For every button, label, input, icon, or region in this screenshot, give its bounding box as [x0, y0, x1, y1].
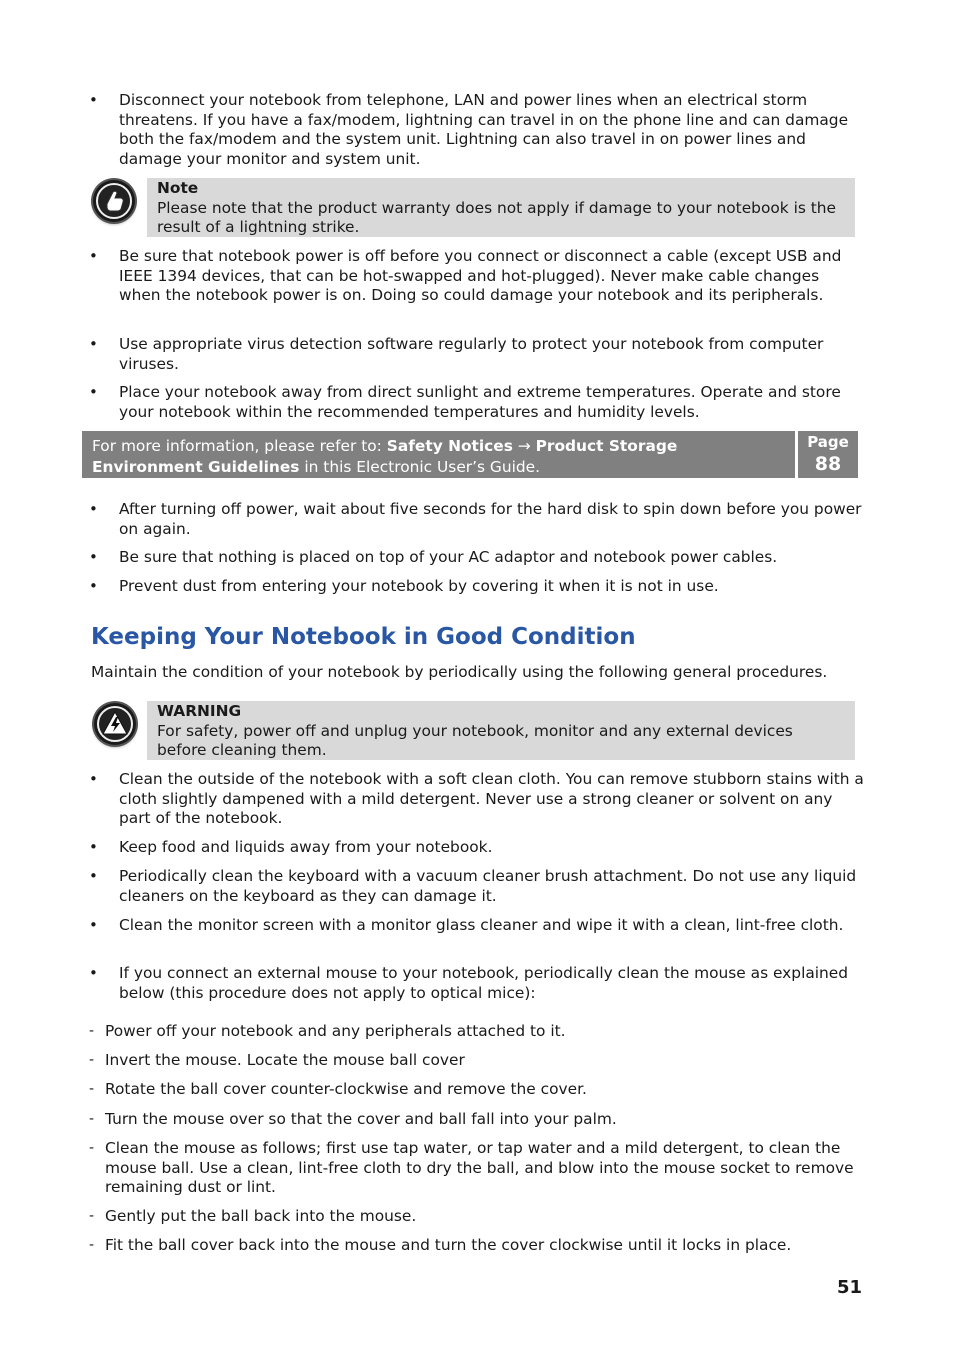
bullet-dot: • — [89, 964, 98, 982]
arrow: → — [512, 437, 536, 455]
safety-notices-link[interactable]: Safety Notices — [386, 437, 513, 455]
bullet-dot: • — [89, 770, 98, 788]
step-item: Fit the ball cover back into the mouse and turn the cover clockwise until it locks in place. — [105, 1236, 792, 1254]
warning-title: WARNING — [157, 702, 242, 720]
page-number: 51 — [836, 1277, 862, 1298]
page-reference-box[interactable] — [798, 431, 858, 478]
page-label: Page — [807, 433, 849, 451]
bullet-dot: • — [89, 91, 98, 109]
reference-text — [92, 436, 792, 478]
page-reference-number: 88 — [814, 453, 842, 475]
list-item: Keep food and liquids away from your notebook. — [119, 838, 493, 856]
list-item: Use appropriate virus detection software regularly to protect your notebook from computer viruses. — [119, 335, 824, 373]
bullet-dot: • — [89, 577, 98, 595]
bullet-dot: • — [89, 335, 98, 353]
lightning-warning-icon — [94, 703, 136, 745]
reference-infobar — [82, 431, 795, 478]
dash-marker: - — [89, 1237, 95, 1253]
list-item: Place your notebook away from direct sunlight and extreme temperatures. Operate and store your notebook within the recommended temperatures and humidity levels. — [119, 383, 841, 421]
warning-body: For safety, power off and unplug your notebook, monitor and any external devices before cleaning them. — [157, 721, 793, 760]
bullet-dot: • — [89, 548, 98, 566]
list-item: Be sure that notebook power is off before you connect or disconnect a cable (except USB and IEEE 1394 devices, that can be hot-swapped and hot-plugged). Never make cable changes when the notebook power is on. Doing so could damage your notebook and its peripherals. — [119, 247, 842, 305]
list-item: Prevent dust from entering your notebook by covering it when it is not in use. — [119, 577, 719, 595]
dash-marker: - — [89, 1023, 95, 1039]
bullet-dot: • — [89, 838, 98, 856]
list-item: After turning off power, wait about five seconds for the hard disk to spin down before you power on again. — [119, 500, 862, 538]
list-item: Periodically clean the keyboard with a vacuum cleaner brush attachment. Do not use any liquid cleaners on the keyboard as they can damage it. — [119, 867, 857, 905]
list-item: Clean the outside of the notebook with a soft clean cloth. You can remove stubborn stains with a cloth slightly dampened with a mild detergent. Never use a strong cleaner or solvent on any part of the notebook. — [119, 770, 864, 828]
product-storage-link[interactable]: Product Storage — [535, 437, 678, 455]
bullet-dot: • — [89, 383, 98, 401]
list-item: Disconnect your notebook from telephone, LAN and power lines when an electrical storm threatens. If you have a fax/modem, lightning can travel in on the phone line and can damage both the fax/modem and the system unit. Lightning can also travel in on power lines and damage your monitor and system unit. — [119, 91, 849, 168]
reference-prefix: For more information, please refer to: — [92, 437, 387, 455]
step-item: Invert the mouse. Locate the mouse ball cover — [105, 1051, 465, 1069]
list-item: Be sure that nothing is placed on top of your AC adaptor and notebook power cables. — [119, 548, 778, 566]
dash-marker: - — [89, 1140, 95, 1156]
bullet-dot: • — [89, 247, 98, 265]
step-item: Turn the mouse over so that the cover and ball fall into your palm. — [105, 1110, 617, 1128]
dash-marker: - — [89, 1052, 95, 1068]
note-title: Note — [157, 179, 199, 197]
step-item: Rotate the ball cover counter-clockwise and remove the cover. — [105, 1080, 587, 1098]
section-heading: Keeping Your Notebook in Good Condition — [91, 624, 636, 650]
reference-suffix: in this Electronic User’s Guide. — [299, 458, 541, 476]
step-item: Gently put the ball back into the mouse. — [105, 1207, 417, 1225]
note-callout — [147, 178, 855, 237]
note-pointing-hand-icon — [93, 180, 135, 222]
bullet-dot: • — [89, 867, 98, 885]
note-body: Please note that the product warranty does not apply if damage to your notebook is the result of a lightning strike. — [157, 198, 837, 237]
dash-marker: - — [89, 1081, 95, 1097]
list-item: Clean the monitor screen with a monitor glass cleaner and wipe it with a clean, lint-free cloth. — [119, 916, 844, 934]
environment-guidelines-link[interactable]: Environment Guidelines — [92, 458, 300, 476]
step-item: Power off your notebook and any peripherals attached to it. — [105, 1022, 566, 1040]
step-item: Clean the mouse as follows; first use tap water, or tap water and a mild detergent, to clean the mouse ball. Use a clean, lint-free cloth to dry the ball, and blow into the mouse socket to remove remaining dust or lint. — [105, 1139, 854, 1197]
bullet-dot: • — [89, 500, 98, 518]
bullet-dot: • — [89, 916, 98, 934]
dash-marker: - — [89, 1111, 95, 1127]
warning-callout — [147, 701, 855, 760]
dash-marker: - — [89, 1208, 95, 1224]
list-item: If you connect an external mouse to your notebook, periodically clean the mouse as explained below (this procedure does not apply to optical mice): — [119, 964, 849, 1002]
section-intro: Maintain the condition of your notebook by periodically using the following general procedures. — [91, 663, 828, 681]
